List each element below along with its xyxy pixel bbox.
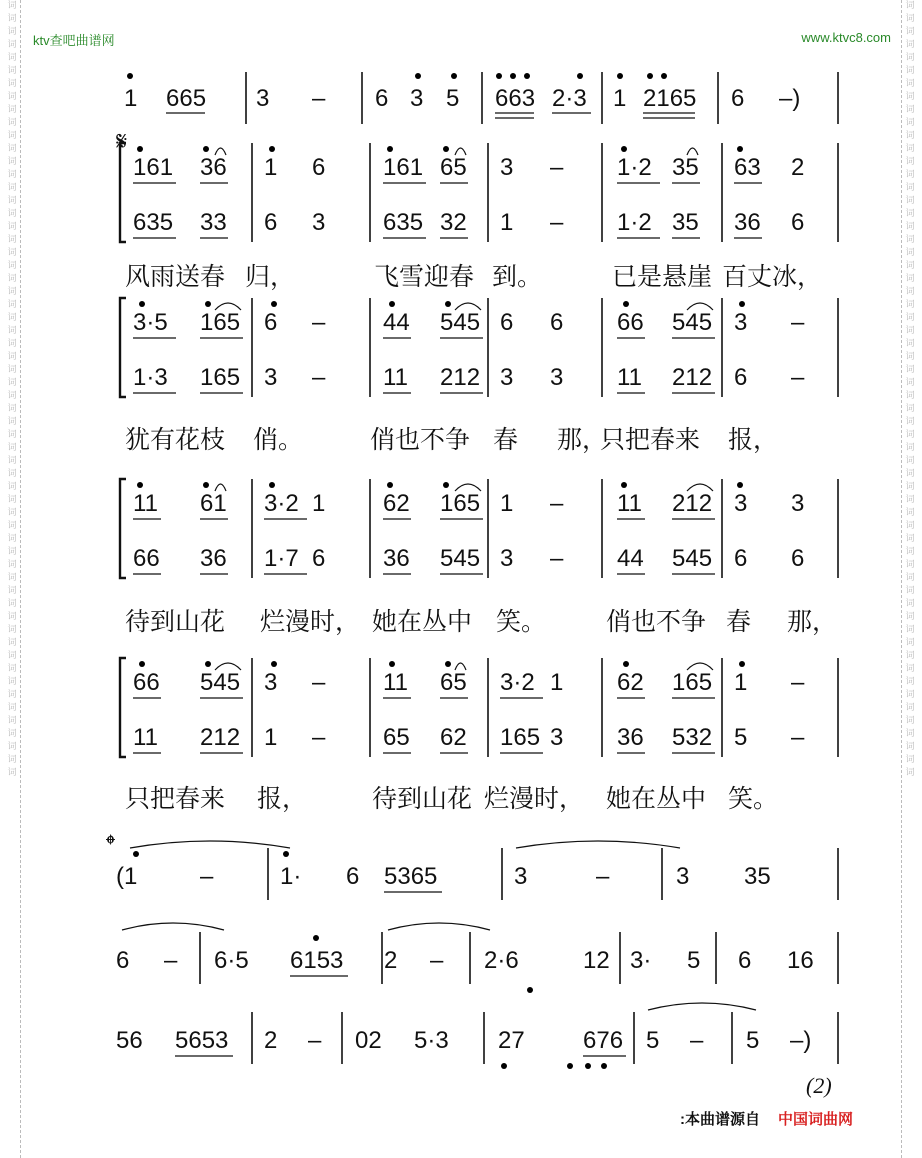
outro-note: 6·5 bbox=[214, 947, 249, 974]
octave-dot bbox=[137, 482, 143, 488]
outro-note: – bbox=[200, 863, 214, 890]
octave-dot bbox=[501, 1063, 507, 1069]
lower-voice-note: 1·2 bbox=[617, 209, 652, 236]
octave-dot bbox=[601, 1063, 607, 1069]
outro-note: – bbox=[164, 947, 178, 974]
intro-note: –) bbox=[779, 85, 801, 112]
upper-voice-note: 3 bbox=[734, 309, 748, 336]
outro-note: 3 bbox=[676, 863, 690, 890]
lyric-phrase: 俏也不争 bbox=[606, 607, 707, 636]
intro-note: 6 bbox=[731, 85, 745, 112]
slur bbox=[516, 841, 680, 848]
upper-voice-note: – bbox=[791, 669, 805, 696]
upper-voice-note: 3 bbox=[264, 669, 278, 696]
lower-voice-note: 545 bbox=[440, 545, 481, 572]
lower-voice-note: 6 bbox=[734, 545, 748, 572]
lyric-phrase: 到。 bbox=[492, 262, 543, 291]
upper-voice-note: 3 bbox=[734, 490, 748, 517]
octave-dot bbox=[445, 661, 451, 667]
outro-note: 3 bbox=[514, 863, 528, 890]
intro-note: 1 bbox=[124, 85, 138, 112]
upper-voice-note: 165 bbox=[440, 490, 481, 517]
lower-voice-note: 65 bbox=[383, 724, 410, 751]
outro-note: 6 bbox=[116, 947, 130, 974]
octave-dot bbox=[585, 1063, 591, 1069]
lower-voice-note: 11 bbox=[133, 724, 158, 751]
lyric-phrase: 报， bbox=[257, 784, 308, 813]
outro-note: 02 bbox=[355, 1027, 382, 1054]
intro-note: 5 bbox=[446, 85, 460, 112]
lyric-phrase: 笑。 bbox=[496, 607, 547, 636]
lower-voice-note: 36 bbox=[734, 209, 761, 236]
upper-voice-note: 1 bbox=[500, 490, 514, 517]
octave-dot bbox=[739, 301, 745, 307]
lyric-phrase: 风雨送春 bbox=[125, 262, 226, 291]
lower-voice-note: 212 bbox=[200, 724, 241, 751]
upper-voice-note: 1 bbox=[264, 154, 278, 181]
lower-voice-note: 32 bbox=[440, 209, 467, 236]
lower-voice-note: 212 bbox=[672, 364, 713, 391]
lower-voice-note: 3 bbox=[550, 724, 564, 751]
lyric-phrase: 她在丛中 bbox=[606, 784, 707, 813]
lower-voice-note: 6 bbox=[791, 545, 805, 572]
lower-voice-note: 532 bbox=[672, 724, 713, 751]
lower-voice-note: 6 bbox=[264, 209, 278, 236]
lyric-phrase: 俏。 bbox=[253, 425, 304, 454]
lower-voice-note: 6 bbox=[734, 364, 748, 391]
lyric-phrase: 只把春来 bbox=[125, 784, 226, 813]
octave-dot bbox=[205, 661, 211, 667]
octave-dot bbox=[269, 482, 275, 488]
octave-dot bbox=[577, 73, 583, 79]
lower-voice-note: – bbox=[791, 364, 805, 391]
octave-dot bbox=[283, 851, 289, 857]
intro-note: 2165 bbox=[643, 85, 697, 112]
slur bbox=[388, 923, 490, 930]
lower-voice-note: 36 bbox=[200, 545, 227, 572]
lyric-phrase: 春 bbox=[726, 607, 752, 636]
outro-note: 2 bbox=[384, 947, 398, 974]
outro-note: 16 bbox=[787, 947, 814, 974]
octave-dot bbox=[415, 73, 421, 79]
upper-voice-note: 6 bbox=[550, 309, 564, 336]
lyric-phrase: 百丈冰， bbox=[722, 262, 823, 291]
octave-dot bbox=[617, 73, 623, 79]
lower-voice-note: 62 bbox=[440, 724, 467, 751]
lyric-phrase: 那， bbox=[787, 607, 838, 636]
upper-voice-note: 6 bbox=[500, 309, 514, 336]
intro-note: 663 bbox=[495, 85, 536, 112]
octave-dot bbox=[621, 146, 627, 152]
upper-voice-note: 212 bbox=[672, 490, 713, 517]
lower-voice-note: 1·3 bbox=[133, 364, 168, 391]
lower-voice-note: 1·7 bbox=[264, 545, 299, 572]
outro-note: 6153 bbox=[290, 947, 344, 974]
lyric-phrase: 她在丛中 bbox=[372, 607, 473, 636]
lower-voice-note: 212 bbox=[440, 364, 481, 391]
header-left-site[interactable]: ktv查吧曲谱网 bbox=[33, 33, 115, 48]
octave-dot bbox=[567, 1063, 573, 1069]
upper-voice-note: – bbox=[550, 154, 564, 181]
outro-note: 3· bbox=[630, 947, 652, 974]
intro-note: 1 bbox=[613, 85, 627, 112]
octave-dot bbox=[127, 73, 133, 79]
lower-voice-note: 11 bbox=[383, 364, 408, 391]
octave-dot bbox=[737, 146, 743, 152]
slur bbox=[648, 1003, 756, 1010]
octave-dot bbox=[389, 661, 395, 667]
lyric-phrase: 飞雪迎春 bbox=[374, 262, 475, 291]
octave-dot bbox=[527, 987, 533, 993]
lyric-phrase: 笑。 bbox=[728, 784, 779, 813]
upper-voice-note: 545 bbox=[200, 669, 241, 696]
octave-dot bbox=[313, 935, 319, 941]
outro-note: 1· bbox=[280, 863, 302, 890]
outro-note: 676 bbox=[583, 1027, 624, 1054]
footer-source-label: :本曲谱源自 bbox=[680, 1111, 760, 1128]
lower-voice-note: 36 bbox=[383, 545, 410, 572]
right-watermark-column: 词 词 词 词 词 词 词 词 词 词 词 词 词 词 词 词 词 词 词 词 词 词 词 词 词 词 词 词 词 词 词 词 词 词 词 词 词 词 词 词 词 词 词 词 词 词 词 词 词 词 词 词 词 词 词 词 词 词 词 词 bbox=[905, 1, 915, 778]
lower-voice-note: – bbox=[550, 209, 564, 236]
octave-dot bbox=[737, 482, 743, 488]
lyric-phrase: 归， bbox=[245, 262, 296, 291]
upper-voice-note: 161 bbox=[383, 154, 424, 181]
lower-voice-note: 66 bbox=[133, 545, 160, 572]
upper-voice-note: – bbox=[791, 309, 805, 336]
octave-dot bbox=[647, 73, 653, 79]
octave-dot bbox=[510, 73, 516, 79]
segno-sign: 𝄋 bbox=[116, 127, 128, 157]
outro-note: (1 bbox=[116, 863, 138, 890]
upper-voice-note: – bbox=[312, 309, 326, 336]
octave-dot bbox=[496, 73, 502, 79]
footer-source-site[interactable]: 中国词曲网 bbox=[778, 1111, 854, 1128]
octave-dot bbox=[739, 661, 745, 667]
upper-voice-note: 1 bbox=[312, 490, 326, 517]
upper-voice-note: 165 bbox=[672, 669, 713, 696]
slur bbox=[130, 841, 290, 848]
upper-voice-note: 6 bbox=[312, 154, 326, 181]
system-bracket bbox=[120, 658, 126, 757]
upper-voice-note: 3 bbox=[500, 154, 514, 181]
lower-voice-note: – bbox=[312, 724, 326, 751]
outro-note: 12 bbox=[583, 947, 610, 974]
octave-dot bbox=[443, 482, 449, 488]
upper-voice-note: 3 bbox=[791, 490, 805, 517]
upper-voice-note: 1 bbox=[550, 669, 564, 696]
upper-voice-note: 66 bbox=[617, 309, 644, 336]
outro-note: 35 bbox=[744, 863, 771, 890]
upper-voice-note: 11 bbox=[617, 490, 642, 517]
lower-voice-note: 545 bbox=[672, 545, 713, 572]
outro-note: 2·6 bbox=[484, 947, 519, 974]
outro-note: 56 bbox=[116, 1027, 143, 1054]
upper-voice-note: 11 bbox=[133, 490, 158, 517]
outro-note: – bbox=[596, 863, 610, 890]
octave-dot bbox=[623, 301, 629, 307]
lower-voice-note: 33 bbox=[200, 209, 227, 236]
lower-voice-note: 6 bbox=[791, 209, 805, 236]
outro-note: 6 bbox=[346, 863, 360, 890]
system-bracket bbox=[120, 143, 126, 242]
lower-voice-note: 44 bbox=[617, 545, 644, 572]
outro-note: 5365 bbox=[384, 863, 438, 890]
lower-voice-note: 3 bbox=[312, 209, 326, 236]
system-bracket bbox=[120, 479, 126, 578]
outro-note: 5 bbox=[687, 947, 701, 974]
upper-voice-note: 36 bbox=[200, 154, 227, 181]
upper-voice-note: 1 bbox=[734, 669, 748, 696]
outro-note: 5 bbox=[646, 1027, 660, 1054]
octave-dot bbox=[451, 73, 457, 79]
lyric-phrase: 待到山花 bbox=[372, 784, 473, 813]
lower-voice-note: 165 bbox=[200, 364, 241, 391]
lyric-phrase: 只把春来 bbox=[600, 425, 701, 454]
intro-note: 2·3 bbox=[552, 85, 587, 112]
upper-voice-note: – bbox=[312, 669, 326, 696]
octave-dot bbox=[271, 661, 277, 667]
lower-voice-note: – bbox=[791, 724, 805, 751]
lower-voice-note: – bbox=[550, 545, 564, 572]
upper-voice-note: 65 bbox=[440, 154, 467, 181]
octave-dot bbox=[387, 146, 393, 152]
intro-note: – bbox=[312, 85, 326, 112]
outro-note: 5·3 bbox=[414, 1027, 449, 1054]
lyric-phrase: 已是悬崖 bbox=[612, 262, 713, 291]
slur bbox=[122, 923, 224, 930]
lyric-phrase: 春 bbox=[493, 425, 519, 454]
lyric-phrase: 那， bbox=[557, 425, 608, 454]
lyric-phrase: 烂漫时， bbox=[484, 784, 585, 813]
outro-note: – bbox=[690, 1027, 704, 1054]
outro-note: 2 bbox=[264, 1027, 278, 1054]
intro-note: 3 bbox=[410, 85, 424, 112]
lower-voice-note: 1 bbox=[264, 724, 278, 751]
lower-voice-note: 635 bbox=[383, 209, 424, 236]
upper-voice-note: 65 bbox=[440, 669, 467, 696]
octave-dot bbox=[389, 301, 395, 307]
system-bracket bbox=[120, 298, 126, 397]
intro-note: 6 bbox=[375, 85, 389, 112]
outro-note: –) bbox=[790, 1027, 812, 1054]
lower-voice-note: 635 bbox=[133, 209, 174, 236]
left-watermark-column: 词 词 词 词 词 词 词 词 词 词 词 词 词 词 词 词 词 词 词 词 词 词 词 词 词 词 词 词 词 词 词 词 词 词 词 词 词 词 词 词 词 词 词 词 词 词 词 词 词 词 词 词 词 词 词 词 词 词 词 词 bbox=[7, 1, 17, 778]
upper-voice-note: 545 bbox=[672, 309, 713, 336]
octave-dot bbox=[137, 146, 143, 152]
upper-voice-note: 165 bbox=[200, 309, 241, 336]
octave-dot bbox=[139, 301, 145, 307]
outro-note: 6 bbox=[738, 947, 752, 974]
lower-voice-note: 6 bbox=[312, 545, 326, 572]
lower-voice-note: 11 bbox=[617, 364, 642, 391]
octave-dot bbox=[139, 661, 145, 667]
lower-voice-note: 3 bbox=[550, 364, 564, 391]
lower-voice-note: 1 bbox=[500, 209, 514, 236]
octave-dot bbox=[205, 301, 211, 307]
page-number: (2) bbox=[806, 1073, 832, 1098]
upper-voice-note: 66 bbox=[133, 669, 160, 696]
lyric-phrase: 犹有花枝 bbox=[125, 425, 226, 454]
octave-dot bbox=[661, 73, 667, 79]
upper-voice-note: 2 bbox=[791, 154, 805, 181]
intro-note: 665 bbox=[166, 85, 207, 112]
lower-voice-note: 3 bbox=[500, 545, 514, 572]
octave-dot bbox=[203, 482, 209, 488]
lower-voice-note: 3 bbox=[500, 364, 514, 391]
octave-dot bbox=[623, 661, 629, 667]
lower-voice-note: 5 bbox=[734, 724, 748, 751]
octave-dot bbox=[445, 301, 451, 307]
lyric-phrase: 待到山花 bbox=[125, 607, 226, 636]
upper-voice-note: 1·2 bbox=[617, 154, 652, 181]
outro-note: – bbox=[308, 1027, 322, 1054]
footer bbox=[680, 1108, 853, 1129]
lyric-phrase: 烂漫时， bbox=[260, 607, 361, 636]
upper-voice-note: 3·5 bbox=[133, 309, 168, 336]
upper-voice-note: – bbox=[550, 490, 564, 517]
upper-voice-note: 61 bbox=[200, 490, 227, 517]
octave-dot bbox=[271, 301, 277, 307]
octave-dot bbox=[269, 146, 275, 152]
octave-dot bbox=[133, 851, 139, 857]
upper-voice-note: 545 bbox=[440, 309, 481, 336]
header-right-site[interactable]: www.ktvc8.com bbox=[801, 30, 891, 45]
lyric-phrase: 报， bbox=[728, 425, 779, 454]
upper-voice-note: 62 bbox=[383, 490, 410, 517]
lower-voice-note: 36 bbox=[617, 724, 644, 751]
lower-voice-note: – bbox=[312, 364, 326, 391]
upper-voice-note: 63 bbox=[734, 154, 761, 181]
outro-note: 27 bbox=[498, 1027, 525, 1054]
upper-voice-note: 62 bbox=[617, 669, 644, 696]
lyric-phrase: 俏也不争 bbox=[370, 425, 471, 454]
intro-note: 3 bbox=[256, 85, 270, 112]
upper-voice-note: 3·2 bbox=[264, 490, 299, 517]
upper-voice-note: 3·2 bbox=[500, 669, 535, 696]
upper-voice-note: 44 bbox=[383, 309, 410, 336]
outro-note: 5 bbox=[746, 1027, 760, 1054]
octave-dot bbox=[203, 146, 209, 152]
octave-dot bbox=[621, 482, 627, 488]
upper-voice-note: 161 bbox=[133, 154, 174, 181]
octave-dot bbox=[524, 73, 530, 79]
outro-note: 5653 bbox=[175, 1027, 229, 1054]
lower-voice-note: 165 bbox=[500, 724, 541, 751]
outro-note: – bbox=[430, 947, 444, 974]
upper-voice-note: 6 bbox=[264, 309, 278, 336]
upper-voice-note: 35 bbox=[672, 154, 699, 181]
octave-dot bbox=[387, 482, 393, 488]
octave-dot bbox=[443, 146, 449, 152]
lower-voice-note: 3 bbox=[264, 364, 278, 391]
lower-voice-note: 35 bbox=[672, 209, 699, 236]
upper-voice-note: 11 bbox=[383, 669, 408, 696]
coda-sign: 𝄌 bbox=[106, 830, 115, 860]
